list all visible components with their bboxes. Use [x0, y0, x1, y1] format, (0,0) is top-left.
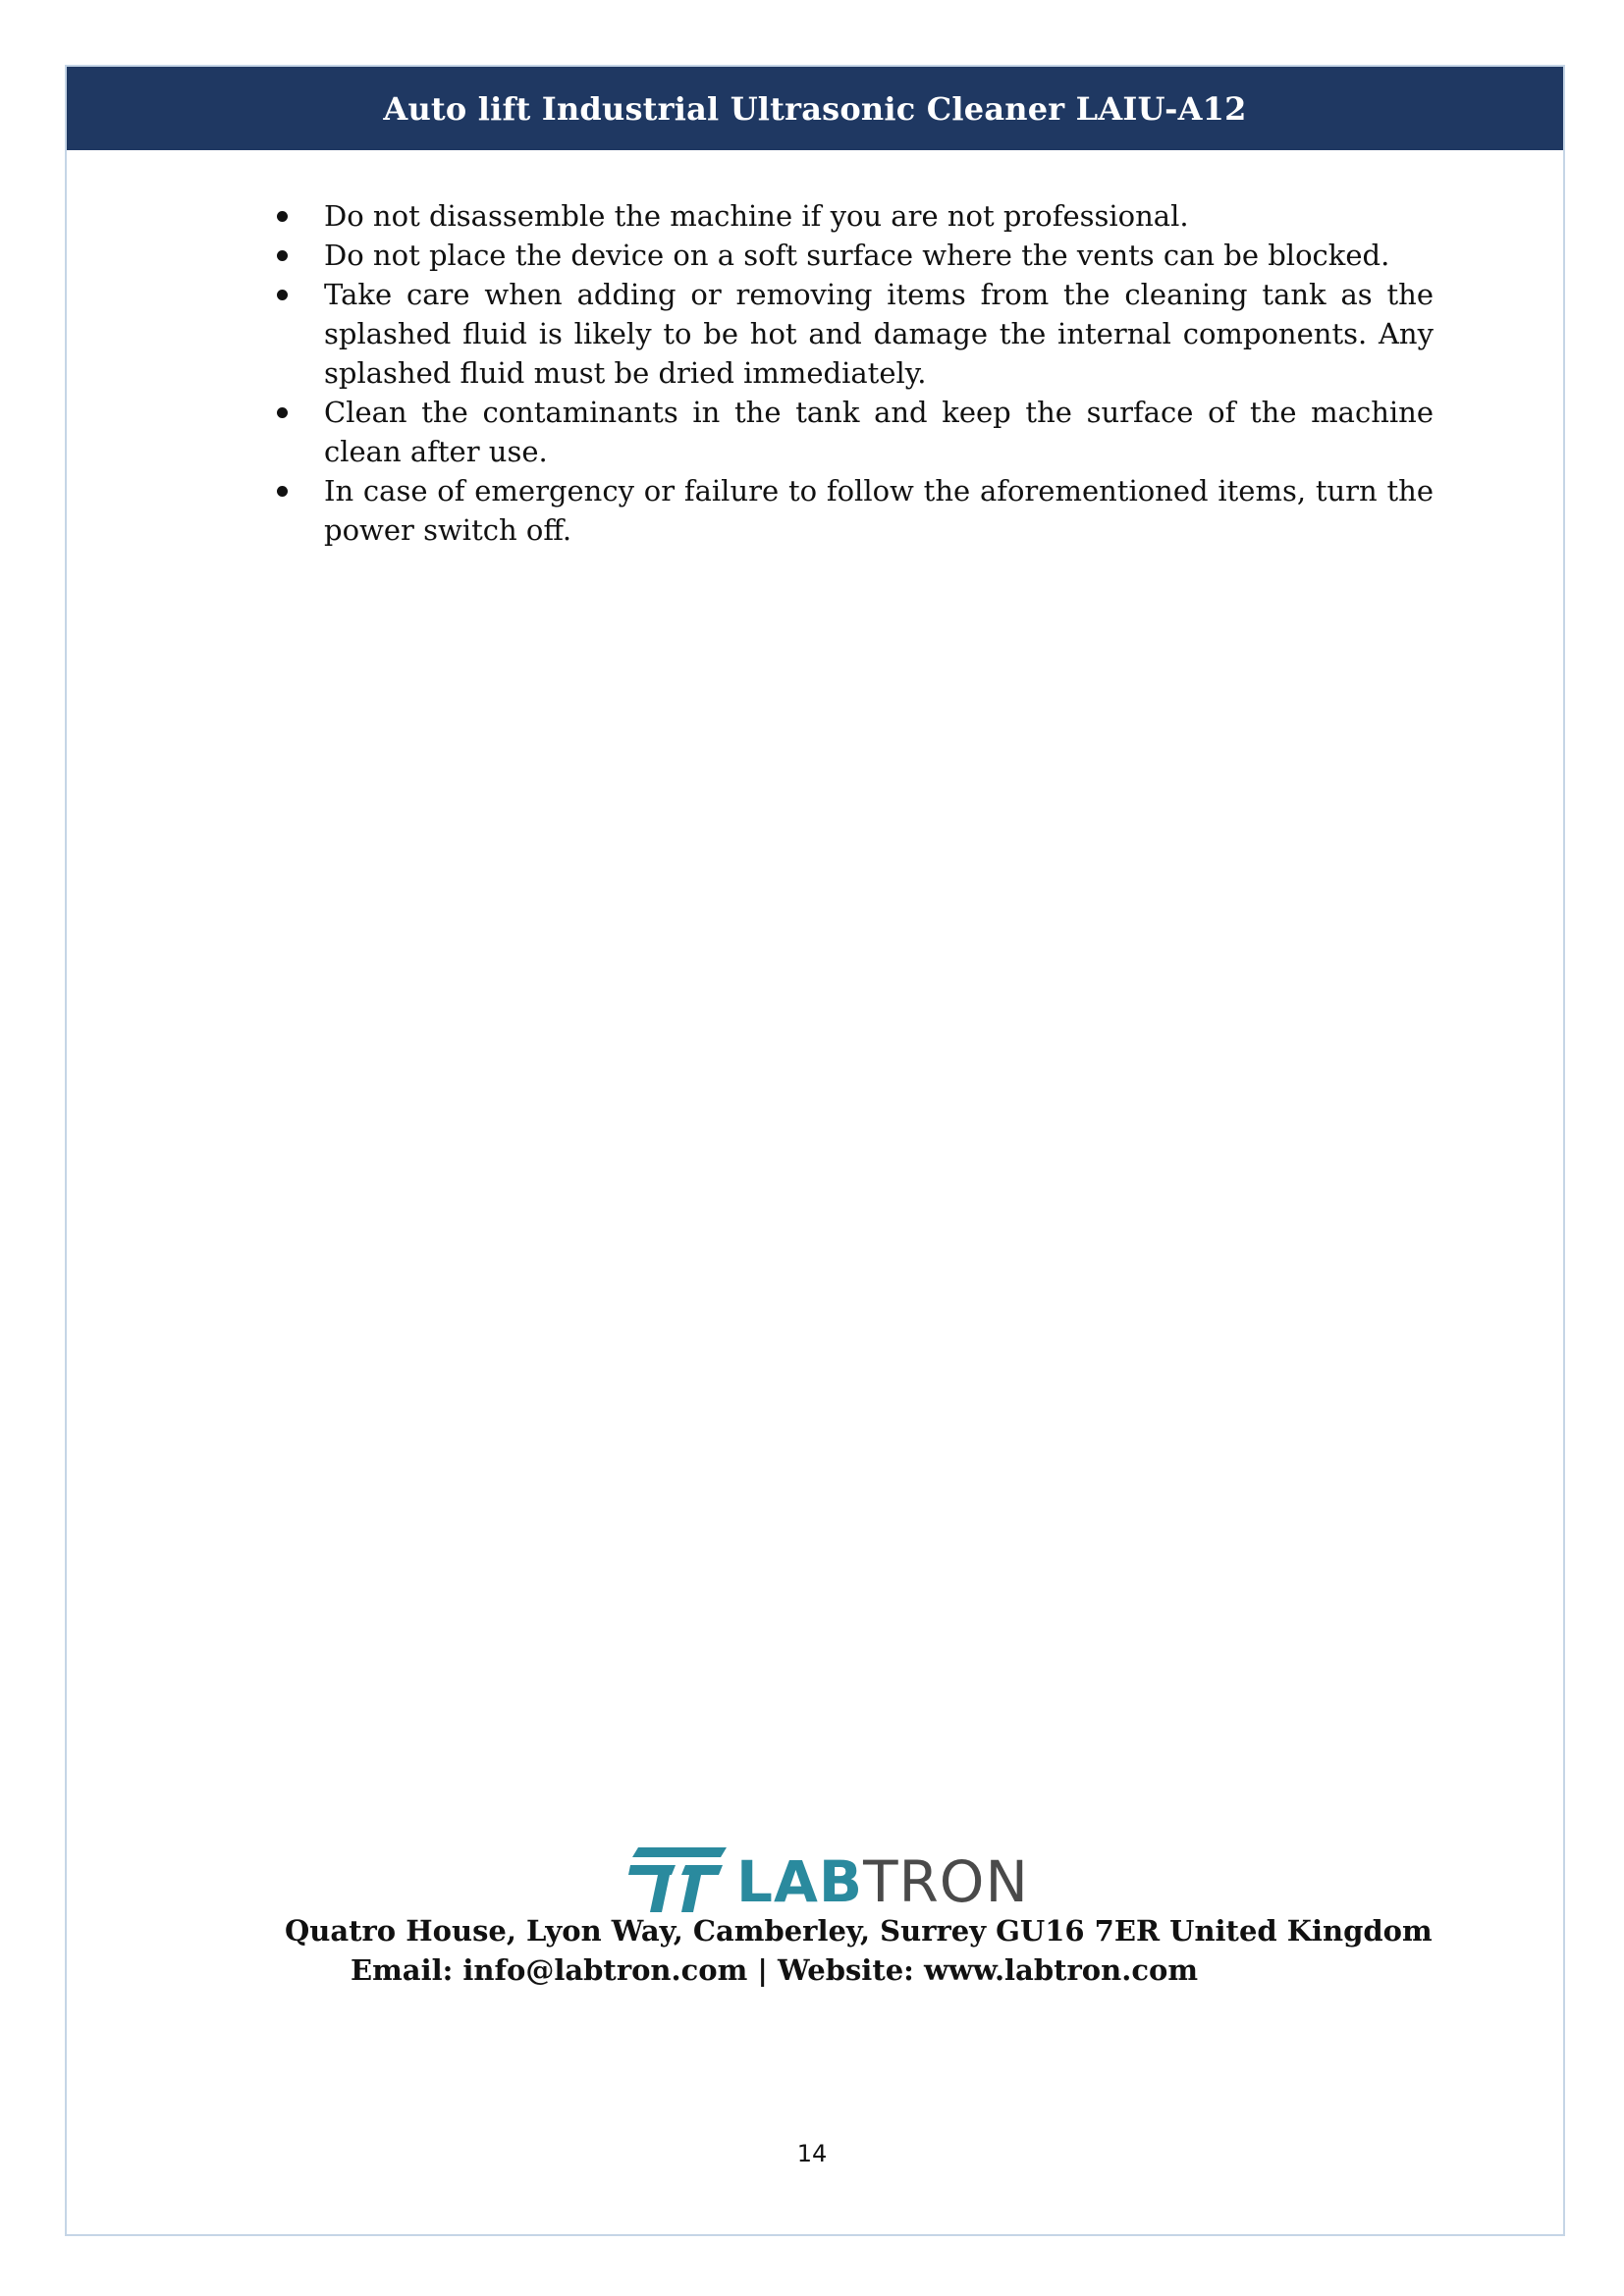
- bullet-icon: [277, 250, 288, 261]
- list-item-text: Do not disassemble the machine if you are not professional.: [324, 199, 1189, 233]
- logo-lab-text: LAB: [736, 1848, 864, 1915]
- labtron-logo-mark-icon: [628, 1845, 731, 1914]
- list-item: [273, 196, 1434, 236]
- bullet-icon: [277, 407, 288, 418]
- logo-tron-text: TRON: [863, 1848, 1029, 1915]
- list-item-text: Do not place the device on a soft surface where the vents can be blocked.: [324, 239, 1390, 272]
- list-item-text: In case of emergency or failure to follow the aforementioned items, turn the power switch off.: [324, 474, 1434, 547]
- company-address: Quatro House, Lyon Way, Camberley, Surrey GU16 7ER United Kingdom: [285, 1914, 1433, 1948]
- list-item: [273, 236, 1434, 275]
- list-item-text: Take care when adding or removing items from the cleaning tank as the splashed fluid is likely to be hot and damage the internal components. Any splashed fluid must be dried immediately.: [324, 278, 1434, 390]
- document-title: Auto lift Industrial Ultrasonic Cleaner LAIU-A12: [383, 89, 1247, 128]
- safety-bullet-list: [273, 196, 1434, 550]
- header-bar: [67, 67, 1563, 150]
- labtron-wordmark: [736, 1849, 1029, 1914]
- list-item-text: Clean the contaminants in the tank and keep the surface of the machine clean after use.: [324, 396, 1434, 468]
- bullet-icon: [277, 211, 288, 222]
- bullet-icon: [277, 290, 288, 300]
- company-contact: Email: info@labtron.com | Website: www.labtron.com: [351, 1953, 1199, 1987]
- labtron-logo: [628, 1845, 1029, 1916]
- bullet-icon: [277, 486, 288, 497]
- page-number: 14: [796, 2140, 828, 2167]
- list-item: [273, 393, 1434, 471]
- list-item: [273, 275, 1434, 393]
- list-item: [273, 471, 1434, 550]
